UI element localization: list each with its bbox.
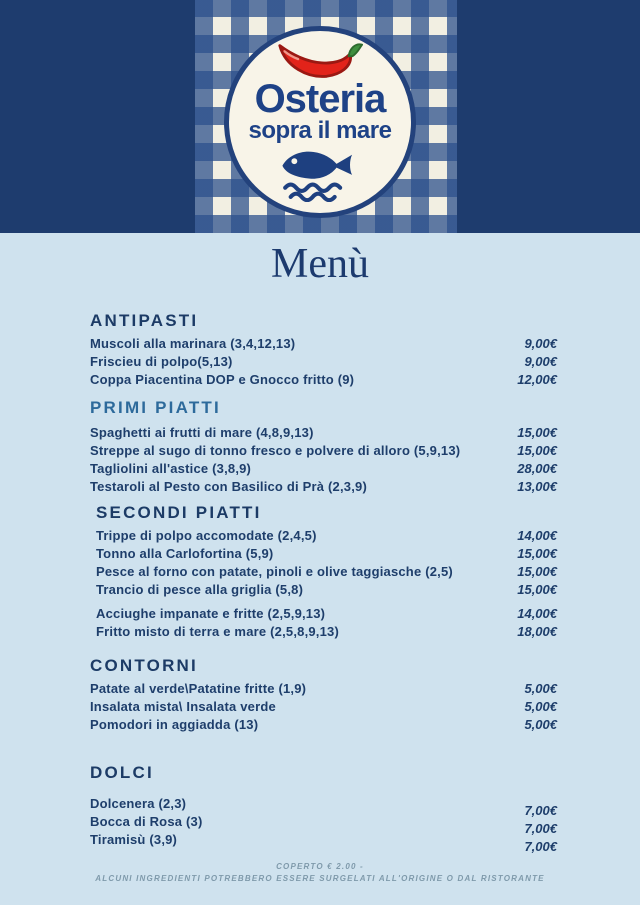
section-title: SECONDI PIATTI — [96, 503, 262, 522]
menu-section-secondi-piatti — [96, 502, 557, 641]
item-price: 15,00€ — [517, 443, 557, 458]
item-price: 28,00€ — [517, 461, 557, 476]
menu-item — [96, 545, 557, 563]
footer-line-ingredients: ALCUNI INGREDIENTI POTREBBERO ESSERE SURGELATI ALL'ORIGINE O DAL RISTORANTE — [95, 874, 545, 883]
item-price: 14,00€ — [517, 606, 557, 621]
item-name: Trancio di pesce alla griglia (5,8) — [96, 582, 304, 597]
item-name: Pomodori in aggiadda (13) — [90, 717, 259, 732]
item-price: 9,00€ — [524, 336, 557, 351]
item-name: Fritto misto di terra e mare (2,5,8,9,13) — [96, 624, 340, 639]
menu-item — [96, 527, 557, 545]
menu-item — [96, 605, 557, 623]
item-price: 15,00€ — [517, 546, 557, 561]
section-title: DOLCI — [90, 763, 154, 782]
item-price: 13,00€ — [517, 479, 557, 494]
item-name: Testaroli al Pesto con Basilico di Prà (2,3,9) — [90, 479, 367, 494]
item-name: Pesce al forno con patate, pinoli e olive taggiasche (2,5) — [96, 564, 453, 579]
menu-item — [96, 581, 557, 599]
menu-item-group — [90, 795, 557, 854]
menu-item — [90, 371, 557, 389]
item-price: 5,00€ — [524, 699, 557, 714]
item-price: 18,00€ — [517, 624, 557, 639]
item-price: 15,00€ — [517, 425, 557, 440]
footer-note — [0, 861, 640, 885]
section-title: PRIMI PIATTI — [90, 398, 221, 417]
footer-line-coperto: COPERTO € 2.00 - — [276, 862, 364, 871]
item-name: Tagliolini all'astice (3,8,9) — [90, 461, 252, 476]
item-name: Coppa Piacentina DOP e Gnocco fritto (9) — [90, 372, 355, 387]
item-price: 7,00€ — [524, 803, 557, 818]
menu-item — [96, 563, 557, 581]
chili-pepper-icon — [274, 38, 366, 82]
section-title: CONTORNI — [90, 656, 198, 675]
menu-item — [90, 831, 557, 854]
menu-item-group — [96, 605, 557, 641]
header-right-panel — [457, 0, 640, 233]
item-name: Friscieu di polpo(5,13) — [90, 354, 233, 369]
menu-item — [90, 353, 557, 371]
header-band — [0, 0, 640, 233]
item-price: 5,00€ — [524, 717, 557, 732]
item-name: Insalata mista\ Insalata verde — [90, 699, 276, 714]
menu-item-group — [90, 424, 557, 496]
menu-item — [96, 623, 557, 641]
item-price: 5,00€ — [524, 681, 557, 696]
item-price: 15,00€ — [517, 564, 557, 579]
page-title: Menù — [271, 241, 369, 287]
item-name: Muscoli alla marinara (3,4,12,13) — [90, 336, 296, 351]
menu-item — [90, 442, 557, 460]
menu-section-primi-piatti — [90, 397, 557, 496]
item-price: 12,00€ — [517, 372, 557, 387]
menu-item — [90, 795, 557, 818]
fish-and-waves-icon — [276, 146, 364, 202]
item-name: Streppe al sugo di tonno fresco e polvere di alloro (5,9,13) — [90, 443, 461, 458]
menu-item — [90, 478, 557, 496]
item-name: Trippe di polpo accomodate (2,4,5) — [96, 528, 317, 543]
menu-item-group — [96, 527, 557, 599]
restaurant-logo-badge — [224, 26, 416, 218]
item-name: Acciughe impanate e fritte (2,5,9,13) — [96, 606, 326, 621]
menu-item — [90, 460, 557, 478]
logo-subtitle: sopra il mare — [248, 117, 392, 144]
logo-title: Osteria — [254, 77, 386, 121]
menu-item — [90, 716, 557, 734]
menu-section-contorni — [90, 655, 557, 734]
item-price: 14,00€ — [517, 528, 557, 543]
menu-section-antipasti — [90, 310, 557, 389]
menu-item — [90, 698, 557, 716]
menu-item-group — [90, 335, 557, 389]
item-name: Dolcenera (2,3) — [90, 796, 187, 811]
item-price: 9,00€ — [524, 354, 557, 369]
item-name: Tiramisù (3,9) — [90, 832, 178, 847]
menu-item — [90, 680, 557, 698]
item-price: 7,00€ — [524, 839, 557, 854]
menu-item — [90, 424, 557, 442]
menu-item-group — [90, 680, 557, 734]
item-name: Bocca di Rosa (3) — [90, 814, 203, 829]
item-price: 15,00€ — [517, 582, 557, 597]
menu-item — [90, 813, 557, 836]
menu-sections — [0, 310, 640, 854]
item-name: Patate al verde\Patatine fritte (1,9) — [90, 681, 307, 696]
item-price: 7,00€ — [524, 821, 557, 836]
section-title: ANTIPASTI — [90, 311, 199, 330]
item-name: Spaghetti ai frutti di mare (4,8,9,13) — [90, 425, 314, 440]
item-name: Tonno alla Carlofortina (5,9) — [96, 546, 274, 561]
header-left-panel — [0, 0, 195, 233]
menu-section-dolci — [90, 762, 557, 854]
menu-item — [90, 335, 557, 353]
